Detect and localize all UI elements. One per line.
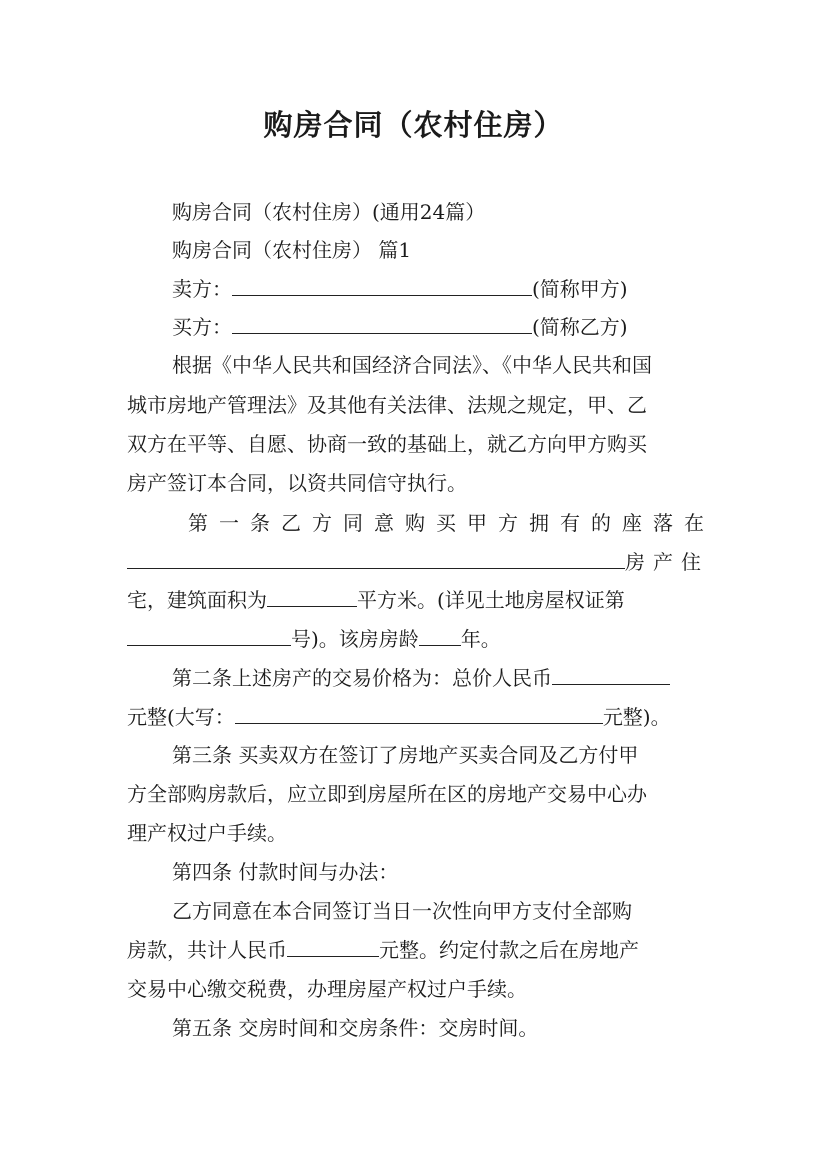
area-label: 宅，建筑面积为 xyxy=(127,588,267,612)
buyer-line xyxy=(172,314,628,340)
article-4-heading: 第四条 付款时间与办法： xyxy=(172,860,399,884)
article-1-line xyxy=(127,587,625,613)
article-1-line xyxy=(127,549,709,575)
area-suffix: 平方米。(详见土地房屋权证第 xyxy=(357,588,625,612)
article-5-line: 第五条 交房时间和交房条件：交房时间。 xyxy=(172,1016,539,1040)
payment-blank xyxy=(287,938,379,957)
buyer-blank xyxy=(232,315,532,334)
payment-label: 房款，共计人民币 xyxy=(127,938,287,962)
article-4-line xyxy=(127,937,639,963)
section-heading: 购房合同（农村住房） 篇1 xyxy=(172,238,412,262)
seller-line xyxy=(172,276,628,302)
article-2-line xyxy=(172,665,670,691)
buyer-suffix: (简称乙方) xyxy=(532,315,628,339)
price-label: 第二条上述房产的交易价格为：总价人民币 xyxy=(172,666,552,690)
seller-blank xyxy=(232,277,532,296)
article-3-line: 第三条 买卖双方在签订了房地产买卖合同及乙方付甲 xyxy=(172,743,639,767)
location-blank xyxy=(127,550,625,569)
document-title: 购房合同（农村住房） xyxy=(263,108,564,142)
seller-label: 卖方： xyxy=(172,277,232,301)
age-blank xyxy=(419,627,461,646)
article-3-line: 方全部购房款后，应立即到房屋所在区的房地产交易中心办 xyxy=(127,782,647,806)
article-1-line: 第一条乙方同意购买甲方拥有的座落在 xyxy=(188,511,715,535)
intro-line: 城市房地产管理法》及其他有关法律、法规之规定，甲、乙 xyxy=(127,393,647,417)
article-2-line xyxy=(127,704,671,730)
intro-line: 根据《中华人民共和国经济合同法》、《中华人民共和国 xyxy=(172,353,652,377)
article-3-line: 理产权过户手续。 xyxy=(127,821,287,845)
intro-line: 双方在平等、自愿、协商一致的基础上，就乙方向甲方购买 xyxy=(127,432,647,456)
price-words-suffix: 元整)。 xyxy=(602,705,671,729)
price-blank xyxy=(552,666,670,685)
certificate-blank xyxy=(127,627,291,646)
intro-line: 房产签订本合同，以资共同信守执行。 xyxy=(127,471,467,495)
article-1-line xyxy=(127,626,501,652)
article-4-line: 交易中心缴交税费，办理房屋产权过户手续。 xyxy=(127,977,527,1001)
buyer-label: 买方： xyxy=(172,315,232,339)
article-1-suffix: 房产住 xyxy=(625,550,709,574)
subtitle: 购房合同（农村住房）(通用24篇） xyxy=(172,200,486,224)
payment-suffix: 元整。约定付款之后在房地产 xyxy=(379,938,639,962)
price-words-blank xyxy=(235,705,603,724)
certificate-suffix: 号)。该房房龄 xyxy=(291,627,419,651)
seller-suffix: (简称甲方) xyxy=(532,277,628,301)
area-blank xyxy=(267,588,357,607)
article-4-line: 乙方同意在本合同签订当日一次性向甲方支付全部购 xyxy=(172,899,632,923)
price-words-label: 元整(大写： xyxy=(127,705,235,729)
age-suffix: 年。 xyxy=(460,627,501,651)
